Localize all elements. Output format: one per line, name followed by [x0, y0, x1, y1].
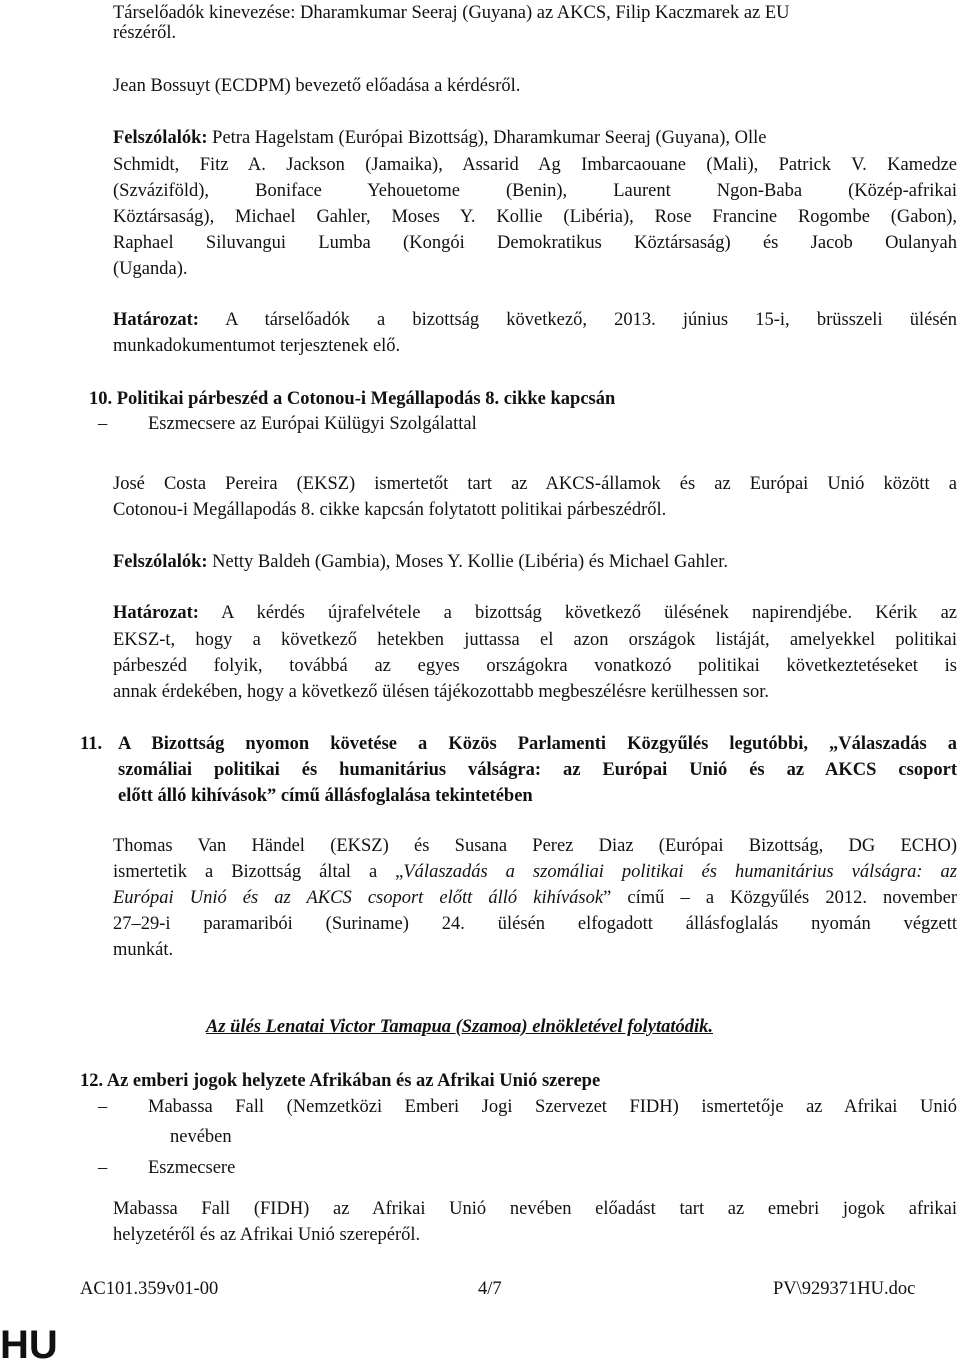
- decision1-text: A társelőadók a bizottság következő, 2013. június 15-i, brüsszeli ülésén: [198, 310, 957, 330]
- speakers-line-3: (Szváziföld), Boniface Yehouetome (Benin), Laurent Ngon-Baba (Közép-afrikai: [113, 181, 957, 201]
- decision1-label: Határozat:: [113, 310, 199, 330]
- item11-text-line-1: Thomas Van Händel (EKSZ) és Susana Perez Diaz (Európai Bizottság, DG ECHO): [113, 836, 957, 856]
- item12-text-line-1: Mabassa Fall (FIDH) az Afrikai Unió nevében előadást tart az emebri jogok afrikai: [113, 1199, 957, 1219]
- speakers-line-5: Raphael Siluvangui Lumba (Kongói Demokratikus Köztársaság) és Jacob Oulanyah: [113, 233, 957, 253]
- item11-text-line-4: 27–29-i paramaribói (Suriname) 24. ülésén elfogadott állásfoglalás nyomán végzett: [113, 914, 957, 934]
- text-segment: Társelőadók kinevezése: Dharamkumar Seeraj (Guyana) az AKCS, Filip Kaczmarek az EU: [113, 3, 790, 23]
- item11-text-2b: Válaszadás a szomáliai politikai és humanitárius válságra: az: [403, 862, 957, 882]
- item12-heading: 12. Az emberi jogok helyzete Afrikában és az Afrikai Unió szerepe: [80, 1071, 601, 1091]
- item10-decision-line-3: párbeszéd folyik, továbbá az egyes országokra vonatkozó politikai következtetéseket is: [113, 656, 957, 676]
- speakers-text: Petra Hagelstam (Európai Bizottság), Dharamkumar Seeraj (Guyana), Olle: [207, 128, 767, 148]
- speakers-line-2: Schmidt, Fitz A. Jackson (Jamaika), Assarid Ag Imbarcaouane (Mali), Patrick V. Kamedze: [113, 155, 957, 175]
- item10-speakers-text: Netty Baldeh (Gambia), Moses Y. Kollie (Libéria) és Michael Gahler.: [207, 552, 728, 572]
- decision1-line-1: [113, 307, 957, 333]
- item12-bullet2: Eszmecsere: [148, 1158, 236, 1178]
- language-tag: HU: [0, 1323, 58, 1367]
- item10-text-line-1: José Costa Pereira (EKSZ) ismertetőt tart az AKCS-államok és az Európai Unió között a: [113, 474, 957, 494]
- item12-bullet2-dash: –: [98, 1158, 108, 1178]
- decision1-line-2: munkadokumentumot terjesztenek elő.: [113, 336, 401, 356]
- corapporteurs-line-2: részéről.: [113, 23, 177, 43]
- item10-decision-line-2: EKSZ-t, hogy a következő hetekben juttassa el azon országok listáját, amelyekkel politikai: [113, 630, 957, 650]
- item10-speakers: [113, 549, 728, 575]
- speakers-line-1: [113, 125, 957, 151]
- item12-bullet1-line-2: nevében: [170, 1127, 232, 1147]
- item11-text-line-5: munkát.: [113, 940, 174, 960]
- item10-bullet-dash: –: [98, 414, 108, 434]
- item11-heading-line-2: szomáliai politikai és humanitárius válságra: az Európai Unió és az AKCS csoport: [118, 760, 957, 780]
- item11-heading-line-3: előtt álló kihívások” című állásfoglalása tekintetében: [118, 786, 533, 806]
- speakers-line-6: (Uganda).: [113, 259, 188, 279]
- footer-file-name: PV\929371HU.doc: [773, 1279, 916, 1299]
- item12-bullet1-line-1: Mabassa Fall (Nemzetközi Emberi Jogi Szervezet FIDH) ismertetője az Afrikai Unió: [148, 1097, 957, 1117]
- item12-text-line-2: helyzetéről és az Afrikai Unió szerepéről.: [113, 1225, 421, 1245]
- footer-page-number: 4/7: [478, 1279, 502, 1299]
- item11-number: 11.: [80, 734, 103, 754]
- footer-doc-code: AC101.359v01-00: [80, 1279, 219, 1299]
- item11-text-3b: ” című – a Közgyűlés 2012. november: [603, 888, 958, 908]
- item11-text-3a: Európai Unió és az AKCS csoport előtt álló kihívások: [113, 888, 604, 908]
- speakers-line-4: Köztársaság), Michael Gahler, Moses Y. Kollie (Libéria), Rose Francine Rogombe (Gabon),: [113, 207, 957, 227]
- item10-text-line-2: Cotonou-i Megállapodás 8. cikke kapcsán folytatott politikai párbeszédről.: [113, 500, 667, 520]
- chair-note: Az ülés Lenatai Victor Tamapua (Szamoa) elnökletével folytatódik.: [206, 1017, 714, 1037]
- item12-bullet1-dash: –: [98, 1097, 108, 1117]
- item11-text-line-2: [113, 859, 957, 885]
- item10-decision-line-1: [113, 600, 957, 626]
- speakers-label: Felszólalók:: [113, 128, 208, 148]
- item10-heading: 10. Politikai párbeszéd a Cotonou-i Megállapodás 8. cikke kapcsán: [89, 389, 616, 409]
- item10-decision-label: Határozat:: [113, 603, 199, 623]
- corapporteurs-line-1: [113, 0, 957, 26]
- item10-speakers-label: Felszólalók:: [113, 552, 208, 572]
- item11-heading-line-1: A Bizottság nyomon követése a Közös Parlamenti Közgyűlés legutóbbi, „Válaszadás a: [118, 734, 957, 754]
- item10-bullet: Eszmecsere az Európai Külügyi Szolgálattal: [148, 414, 477, 434]
- item11-text-2a: ismertetik a Bizottság által a „: [113, 862, 404, 882]
- item10-decision-line-4: annak érdekében, hogy a következő ülésen tájékozottabb megbeszélésre kerülhessen sor.: [113, 682, 769, 702]
- item11-text-line-3: [113, 885, 957, 911]
- item10-decision-text: A kérdés újrafelvétele a bizottság következő ülésének napirendjébe. Kérik az: [198, 603, 957, 623]
- intro-line: Jean Bossuyt (ECDPM) bevezető előadása a kérdésről.: [113, 76, 521, 96]
